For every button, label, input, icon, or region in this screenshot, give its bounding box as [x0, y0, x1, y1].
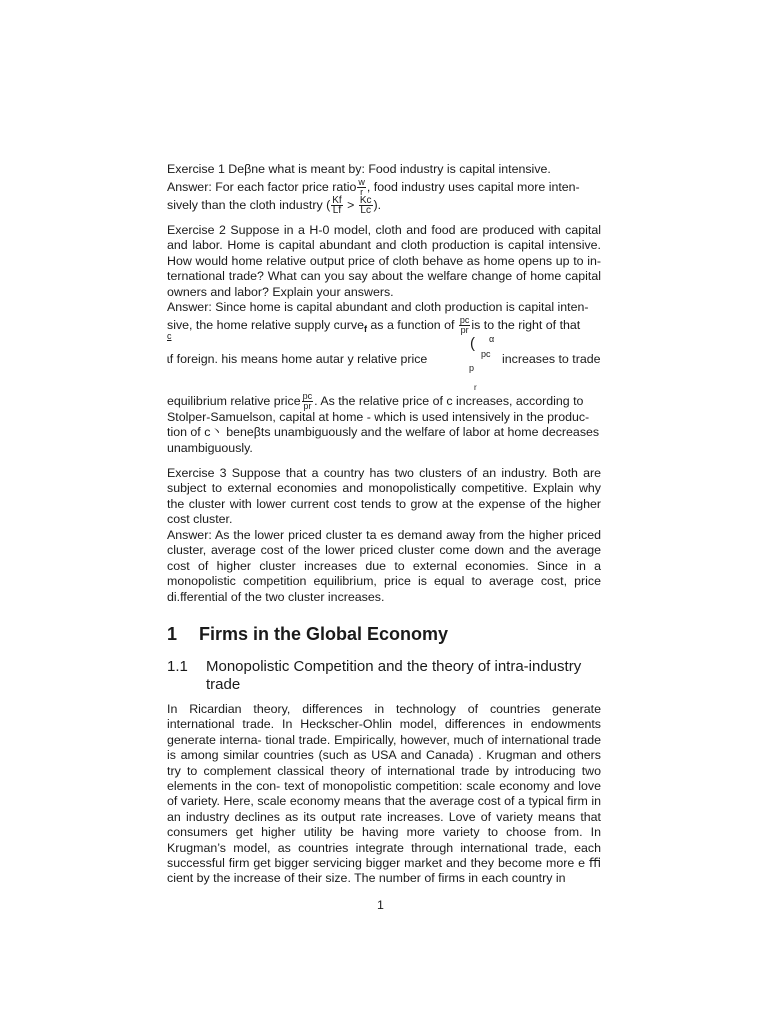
ex2-answer-line5: Stolper-Samuelson, capital at home - which is used intensively in the produc- [167, 410, 590, 424]
ex2-answer-line1: Answer: Since home is capital abundant and cloth production is capital inten- [167, 300, 589, 314]
section-title: Firms in the Global Economy [199, 624, 449, 644]
stray-r: r [474, 383, 477, 392]
fraction-w-over-r: $\frac{w}{r}$ [358, 177, 365, 197]
fraction-kf-over-lf: $\frac{Kf}{Lf}$ [332, 195, 342, 216]
subsection-number: 1.1 [167, 658, 188, 675]
ex2-pc-symbol: pc [481, 349, 491, 359]
section-number: 1 [167, 624, 178, 644]
stray-c: c [167, 331, 172, 341]
ex1-line1: Exercise 1 Deβne what is meant by: Food industry is capital intensive. [167, 162, 551, 176]
body-paragraph: In Ricardian theory, differences in technology of countries generate international trade. In Heckscher-Ohlin model, differences in endowments generate interna- tional trade. Empirically, however, much of international trade is among similar countries (such as USA and Canada) . Krugman and others try to complement classical theory of international trade by introducing two elements in the con- text of monopolistic competition: scale economy and love of variety. Here, scale economy means that the average cost of a typical firm in an industry declines as its output rate increases. Love of variety means that consumers get higher utility be having more variety to choose from. In Krugman’s model, as countries integrate through international trade, each successful firm get bigger servicing bigger market and they become more e ﬃ cient by the increase of their size. The number of firms in each country in [167, 702, 601, 886]
ex2-p-symbol: p [469, 363, 475, 373]
fraction-pc-over-pr-2: $\frac{pc}{pr}$ [302, 391, 313, 411]
ex1-line2: Answer: For each factor price ratio $\frac{w}{r}$ , food industry uses capital more inten- [167, 177, 580, 197]
ex2-question: Exercise 2 Suppose in a H-0 model, cloth and food are produced with capital and labor. Home is capital abundant and cloth production is capital intensive. How would home relative output price of cloth behave as home opens up to in- ternational trade? What can you say about the welfare change of home capital owners and labor? Explain your answers. [167, 223, 601, 299]
ex3-question: Exercise 3 Suppose that a country has two clusters of an industry. Both are subject to external economies and monopolistically competitive. Explain why the cluster with lower current cost tends to grow at the expense of the higher cost cluster. [167, 466, 601, 527]
fraction-pc-over-pr: $\frac{pc}{pr}$ [459, 315, 470, 335]
section-heading [167, 624, 448, 645]
ex2-answer-line7: unambiguously. [167, 441, 253, 455]
page-number: 1 [377, 898, 384, 912]
subsection-title: Monopolistic Competition and the theory of intra-industry trade [206, 658, 582, 693]
stray-paren: ( [470, 335, 475, 352]
ex2-answer-line2: sive, the home relative supply curve$_f$ as a function of $\frac{pc}{pr}$ is to the right of that [167, 315, 581, 335]
ex1-line3: sively than the cloth industry ( $\frac{Kf}{Lf}$ > $\frac{Kc}{Lc}$ ). [167, 195, 382, 216]
ex2-answer-line3: ɩf foreign. his means home autar y relative price [167, 352, 428, 366]
ex3-answer: Answer: As the lower priced cluster ta es demand away from the higher priced cluster, average cost of the lower priced cluster come down and the average cost of higher cluster increases due to external economies. Since in a monopolistic competition equilibrium, price is equal to average cost, price di.fferential of the two cluster increases. [167, 528, 601, 604]
stray-alpha: α [489, 334, 495, 344]
ex2-answer-line3b: increases to trade [502, 352, 601, 366]
ex2-answer-line4: equilibrium relative price $\frac{pc}{pr}$ . As the relative price of c increases, according to [167, 391, 584, 411]
subsection-heading [167, 658, 607, 698]
ex2-answer-line6: tion of c丶 beneβts unambiguously and the welfare of labor at home decreases [167, 425, 600, 439]
fraction-kc-over-lc: $\frac{Kc}{Lc}$ [359, 195, 372, 216]
